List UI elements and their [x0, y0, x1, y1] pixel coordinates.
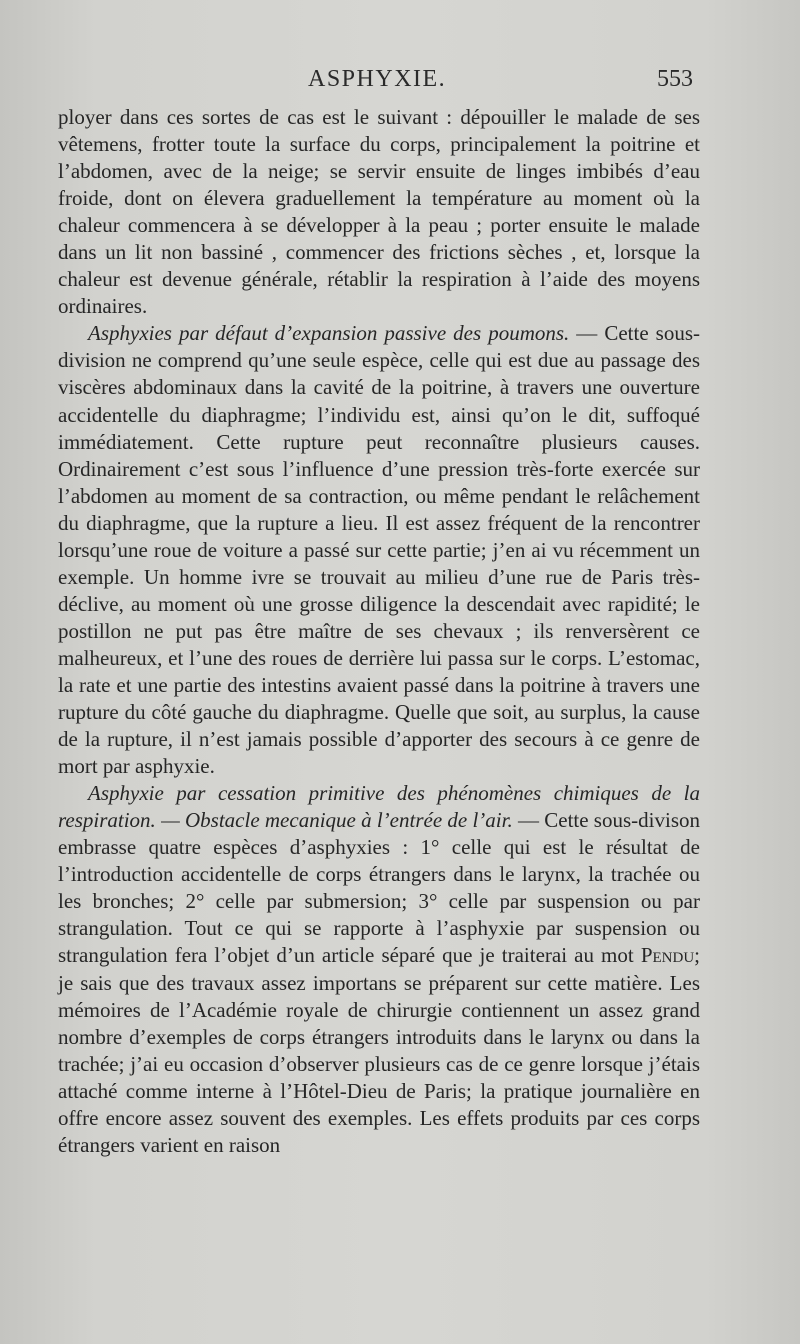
running-title: ASPHYXIE.	[308, 66, 447, 92]
page-header	[0, 66, 800, 106]
paragraph-asphyxies-expansion	[58, 320, 700, 780]
page-number: 553	[657, 66, 693, 92]
paragraph-text: ployer dans ces sortes de cas est le suivant : dépouiller le malade de ses vêtemens, frotter toute la surface du corps, principalement la poitrine et l’abdomen, avec de la neige; se servir ensuite de linges imbibés d’eau froide, dont on élevera graduellement la température au moment où la chaleur commencera à se développer à la peau ; porter ensuite le malade dans un lit non bassiné , commencer des frictions sèches , et, lorsque la chaleur est devenue générale, rétablir la respiration à l’aide des moyens ordinaires.	[58, 105, 700, 319]
paragraph-text: — Cette sous-division ne comprend qu’une seule espèce, celle qui est due au passage des viscères abdominaux dans la cavité de la poitrine, à travers une ouverture accidentelle du diaphragme; l’individu est, ainsi qu’on le dit, suffoqué immédiatement. Cette rupture peut reconnaître plusieurs causes. Ordinairement c’est sous l’influence d’une pression très-forte exercée sur l’abdomen au moment de sa contraction, ou même pendant le relâchement du diaphragme, que la rupture a lieu. Il est assez fréquent de la rencontrer lorsqu’une roue de voiture a passé sur cette partie; j’en ai vu récemment un exemple. Un homme ivre se trouvait au milieu d’une rue de Paris très-déclive, au moment où une grosse diligence la descendait avec rapidité; le postillon ne put pas être maître de ses chevaux ; ils renversèrent ce malheureux, et l’une des roues de derrière lui passa sur le corps. L’estomac, la rate et une partie des intestins avaient passé dans la poitrine à travers une rupture du côté gauche du diaphragme. Quelle que soit, au surplus, la cause de la rupture, il n’est jamais possible d’apporter des secours à ce genre de mort par asphyxie.	[58, 321, 700, 779]
paragraph-text-after: ; je sais que des travaux assez importans se préparent sur cette matière. Les mémoires de l’Académie royale de chirurgie contiennent un assez grand nombre d’exemples de corps étrangers introduits dans le larynx ou dans la trachée; j’ai eu occasion d’observer plusieurs cas de ce genre lorsque j’étais attaché comme interne à l’Hôtel-Dieu de Paris; la pratique journalière en offre encore assez souvent des exemples. Les effets produits par ces corps étrangers varient en raison	[58, 943, 700, 1157]
body-text	[58, 104, 700, 1159]
section-heading-expansion: Asphyxies par défaut d’expansion passive des poumons.	[88, 321, 570, 346]
paragraph-asphyxie-chimiques	[58, 780, 700, 1159]
cross-reference-pendu: Pendu	[640, 943, 695, 968]
paragraph-continuation	[58, 104, 700, 320]
paragraph-text: — Cette sous-divison embrasse quatre espèces d’asphyxies : 1° celle qui est le résultat de l’introduction accidentelle de corps étrangers dans le larynx, la trachée ou les bronches; 2° celle par submersion; 3° celle par suspension ou par strangulation. Tout ce qui se rapporte à l’asphyxie par suspension ou strangulation fera l’objet d’un article séparé que je traiterai au mot	[58, 808, 700, 968]
section-heading-chimiques: Asphyxie par cessation primitive des phénomènes chimiques de la respiration. — Obstacle mecanique à l’entrée de l’air.	[58, 781, 700, 833]
